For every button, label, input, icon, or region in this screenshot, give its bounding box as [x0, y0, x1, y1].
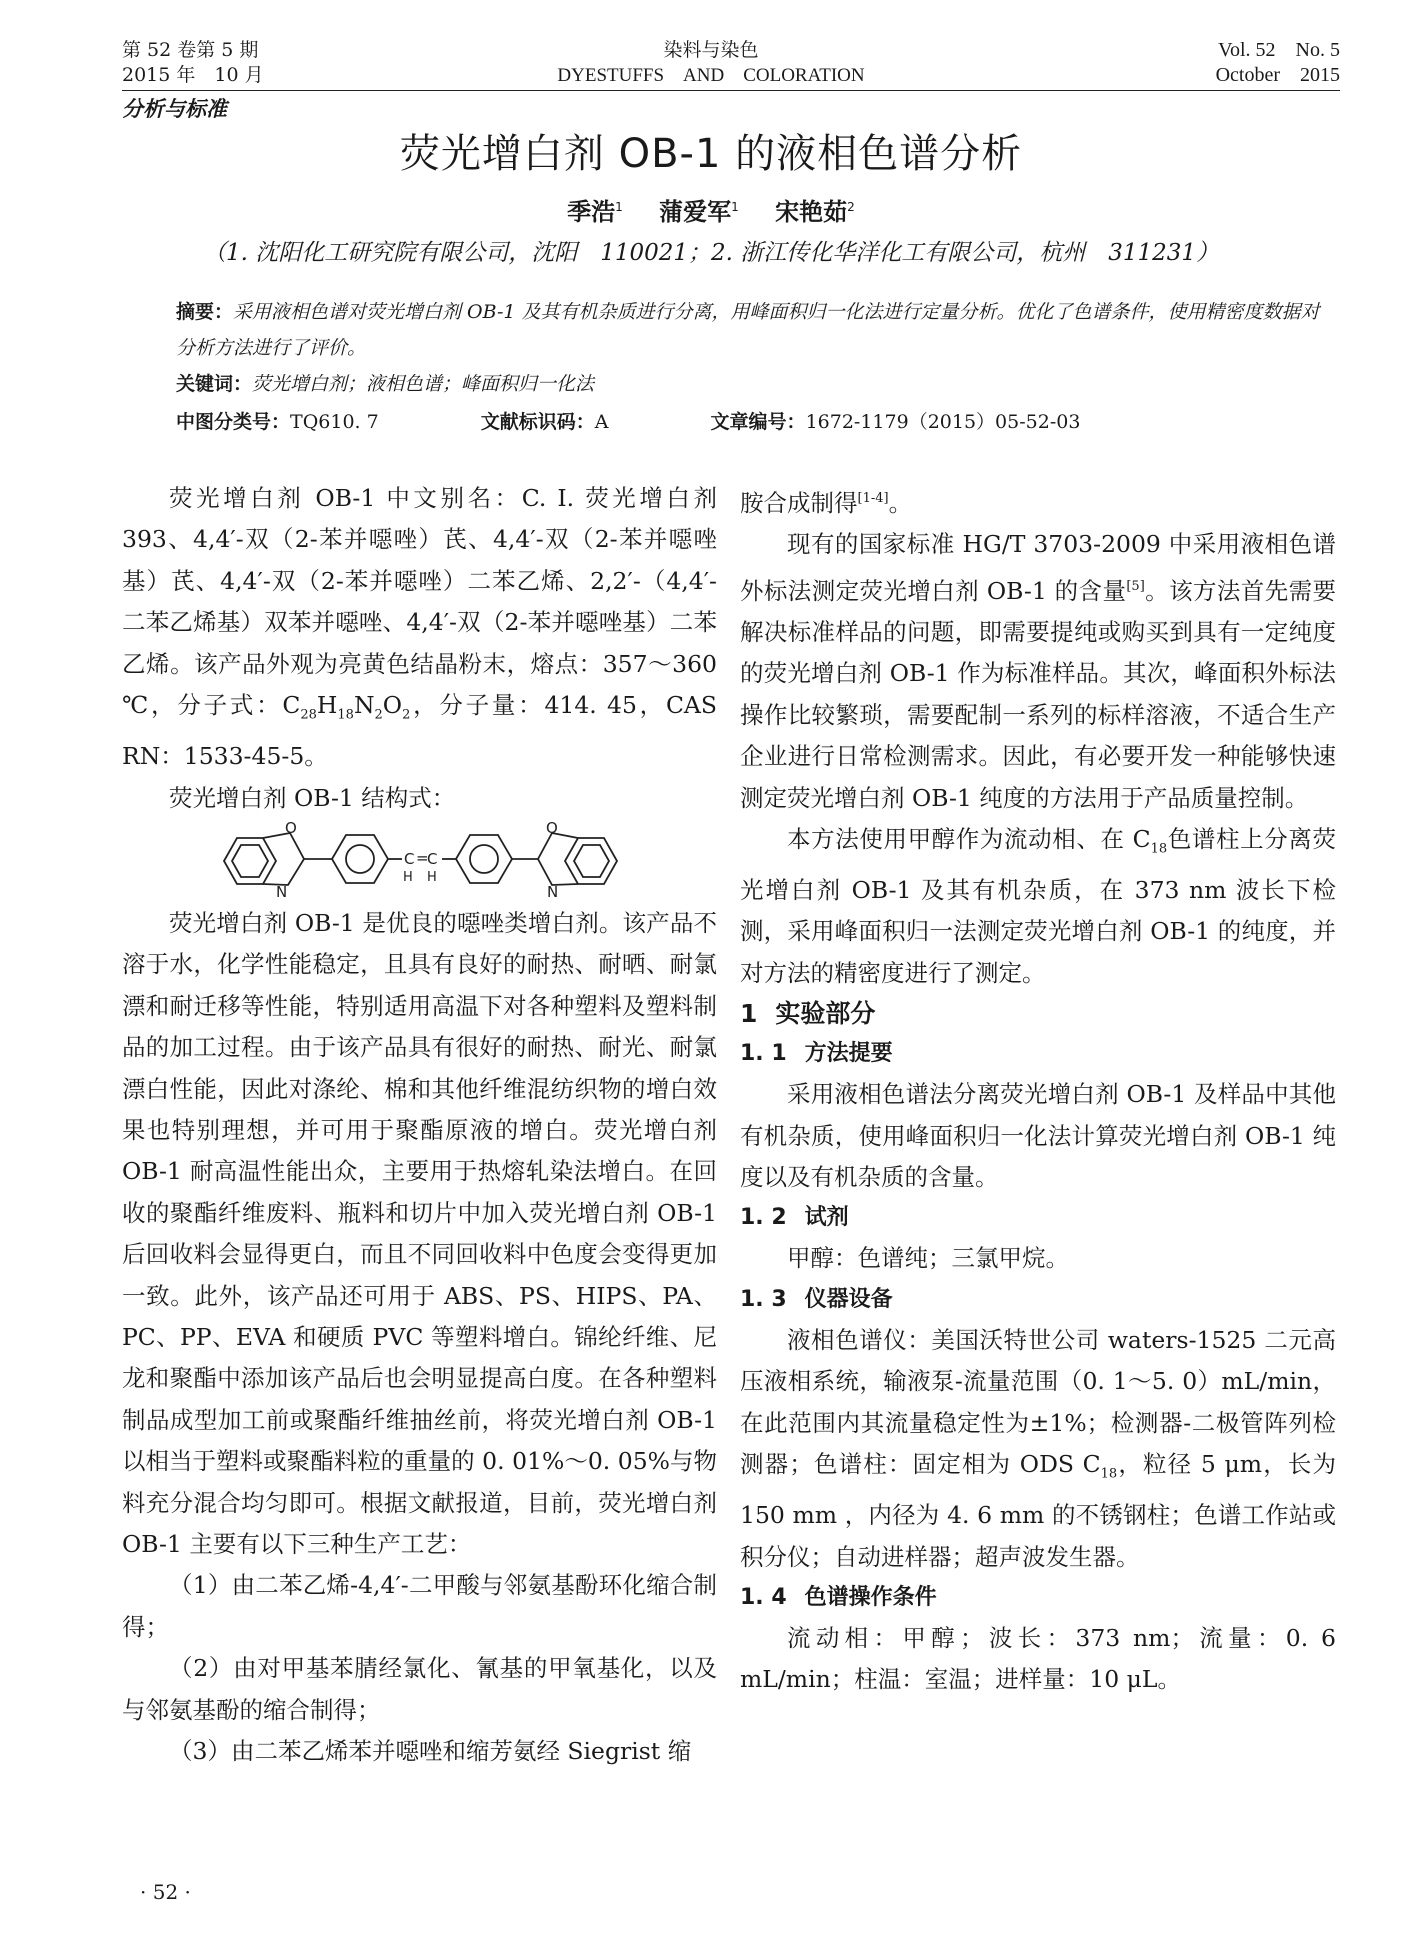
journal-date-en: October 2015: [1215, 64, 1340, 86]
text-run: 色谱柱上分离荧光增白剂 OB-1 及其有机杂质，在 373 nm 波长下检测，采用峰面积归一法测定荧光增白剂 OB-1 的纯度，并对方法的精密度进行了测定。: [740, 824, 1336, 987]
article-title: 荧光增白剂 OB-1 的液相色谱分析: [399, 131, 1023, 177]
paragraph-standard: [740, 524, 1336, 819]
right-column: [740, 478, 1336, 1701]
journal-volume-en: Vol. 52 No. 5: [1218, 39, 1340, 61]
text-run: 现有的国家标准 HG/T 3703-2009 中采用液相色谱外标法测定荧光增白剂 OB-1 的含量: [740, 530, 1336, 605]
journal-name: [0, 38, 1422, 88]
doc-code-label: 文献标识码：: [480, 411, 595, 433]
paragraph-method-2: （2）由对甲基苯腈经氯化、氰基的甲氧基化，以及与邻氨基酚的缩合制得；: [122, 1654, 717, 1724]
citation: [5]: [1126, 578, 1145, 594]
author-affil-mark: 2: [847, 200, 855, 214]
atom-label-c: C: [404, 849, 415, 868]
subsection-title: 试剂: [804, 1205, 849, 1231]
paragraph-method-1: （1）由二苯乙烯-4,4′-二甲酸与邻氨基酚环化缩合制得；: [122, 1571, 717, 1641]
affiliations: （1. 沈阳化工研究院有限公司，沈阳 110021；2. 浙江传化华洋化工有限公司，杭州 311231）: [202, 240, 1220, 266]
subsection-number: 1. 4: [740, 1584, 787, 1610]
subsection-number: 1. 3: [740, 1286, 787, 1312]
left-column: [122, 478, 717, 1772]
paragraph-aliases: [122, 478, 717, 778]
paragraph-summary: 采用液相色谱法分离荧光增白剂 OB-1 及样品中其他有机杂质，使用峰面积归一化法计算荧光增白剂 OB-1 纯度以及有机杂质的含量。: [740, 1080, 1336, 1192]
subsection-title: 色谱操作条件: [804, 1584, 937, 1610]
journal-name-en: DYESTUFFS AND COLORATION: [557, 65, 865, 86]
author-name: 季浩: [567, 198, 616, 226]
atom-label-h: H: [403, 869, 413, 885]
subscript: 18: [1150, 841, 1168, 857]
author-name: 蒲爱军: [659, 198, 732, 226]
author-affil-mark: 1: [615, 200, 623, 214]
section-title: 实验部分: [775, 999, 876, 1029]
author-list: [0, 192, 1422, 227]
section-heading: [740, 994, 1336, 1034]
text-run: N: [353, 691, 375, 720]
atom-label-c: C: [427, 849, 438, 868]
author: [567, 198, 623, 226]
abstract: [176, 294, 1336, 366]
text-run: O: [382, 691, 403, 720]
paragraph-reagents: 甲醇：色谱纯；三氯甲烷。: [787, 1244, 1069, 1273]
author-name: 宋艳茹: [775, 198, 848, 226]
clc-value: TQ610. 7: [290, 411, 379, 433]
atom-label-h: H: [427, 869, 437, 885]
double-bond-label: =: [416, 848, 429, 867]
subscript: 2: [374, 707, 383, 723]
clc-label: 中图分类号：: [176, 411, 291, 433]
page-number: · 52 ·: [140, 1880, 191, 1904]
section-tag: 分析与标准: [122, 97, 227, 121]
keywords-label: 关键词：: [176, 373, 253, 395]
subsection-title: 仪器设备: [804, 1286, 893, 1312]
header-rule: [122, 90, 1340, 91]
subscript: 28: [300, 707, 317, 723]
abstract-label: 摘要：: [176, 301, 234, 323]
subscript: 18: [337, 707, 354, 723]
journal-name-cn: 染料与染色: [663, 39, 759, 61]
article-no-label: 文章编号：: [710, 411, 806, 433]
text-run: 胺合成制得: [740, 488, 858, 517]
paragraph-continued: [740, 478, 1336, 524]
section-number: 1: [740, 999, 758, 1029]
text-run: 液相色谱仪：美国沃特世公司 waters-1525 二元高压液相系统，输液泵-流量范围（0. 1～5. 0）mL/min，在此范围内其流量稳定性为±1%；检测器-二极管阵列检测器；色谱柱：固定相为 ODS C: [740, 1325, 1336, 1479]
subsection-number: 1. 1: [740, 1041, 787, 1067]
paragraph-conditions: 流动相：甲醇；波长：373 nm；流量：0. 6 mL/min；柱温：室温；进样量：10 μL。: [740, 1623, 1336, 1694]
text-run: ，分子量：414. 45，CAS RN：1533-45-5。: [122, 691, 717, 771]
journal-date: 2015 年 10 月: [122, 64, 264, 86]
journal-issue-en: [1216, 38, 1340, 88]
atom-label-n: N: [547, 882, 559, 901]
paragraph-method-3: （3）由二苯乙烯苯并噁唑和缩芳氨经 Siegrist 缩: [169, 1737, 692, 1766]
atom-label-n: N: [276, 882, 288, 901]
author-affil-mark: 1: [731, 200, 739, 214]
subsection-heading: [740, 1198, 1336, 1238]
paragraph-properties: 荧光增白剂 OB-1 是优良的噁唑类增白剂。该产品不溶于水，化学性能稳定，且具有良好的耐热、耐晒、耐氯漂和耐迁移等性能，特别适用高温下对各种塑料及塑料制品的加工过程。由于该产品具有很好的耐热、耐光、耐氯漂白性能，因此对涤纶、棉和其他纤维混纺织物的增白效果也特别理想，并可用于聚酯原液的增白。荧光增白剂 OB-1 耐高温性能出众，主要用于热熔轧染法增白。在回收的聚酯纤维废料、瓶料和切片中加入荧光增白剂 OB-1 后回收料会显得更白，而且不同回收料中色度会变得更加一致。此外，该产品还可用于 ABS、PS、HIPS、PA、PC、PP、EVA 和硬质 PVC 等塑料增白。锦纶纤维、尼龙和聚酯中添加该产品后也会明显提高白度。在各种塑料制品成型加工前或聚酯纤维抽丝前，将荧光增白剂 OB-1 以相当于塑料或聚酯料粒的重量的 0. 01%～0. 05%与物料充分混合均匀即可。根据文献报道，目前，荧光增白剂 OB-1 主要有以下三种生产工艺：: [122, 908, 717, 1559]
atom-label-o: O: [285, 820, 297, 837]
text-run: 荧光增白剂 OB-1 中文别名：C. I. 荧光增白剂 393、4,4′-双（2-苯并噁唑）芪、4,4′-双（2-苯并噁唑基）芪、4,4′-双（2-苯并噁唑）二苯乙烯、2,2′-（4,4′-二苯乙烯基）双苯并噁唑、4,4′-双（2-苯并噁唑基）二苯乙烯。该产品外观为亮黄色结晶粉末，熔点：357～360 ℃，分子式：C: [122, 484, 717, 720]
text-run: 本方法使用甲醇作为流动相、在 C: [787, 824, 1151, 853]
paragraph-instruments: [740, 1320, 1336, 1578]
text-run: 。: [888, 488, 913, 517]
subsection-number: 1. 2: [740, 1205, 787, 1231]
subsection-heading: [740, 1578, 1336, 1618]
text-run: H: [316, 691, 338, 720]
classification-line: [176, 404, 1336, 440]
subscript: 18: [1100, 1466, 1118, 1482]
subsection-heading: [740, 1034, 1336, 1074]
journal-volume: 第 52 卷第 5 期: [122, 39, 259, 61]
paragraph-this-method: [740, 819, 1336, 994]
atom-label-o: O: [546, 820, 558, 837]
subsection-heading: [740, 1280, 1336, 1320]
subscript: 2: [402, 707, 411, 723]
keywords: [176, 366, 1336, 402]
subsection-title: 方法提要: [804, 1041, 893, 1067]
abstract-text: 采用液相色谱对荧光增白剂 OB-1 及其有机杂质进行分离，用峰面积归一化法进行定量分析。优化了色谱条件，使用精密度数据对分析方法进行了评价。: [176, 301, 1320, 359]
text-run: 。该方法首先需要解决标准样品的问题，即需要提纯或购买到具有一定纯度的荧光增白剂 OB-1 作为标准样品。其次，峰面积外标法操作比较繁琐，需要配制一系列的标样溶液，不适合生产企业进行日常检测需求。因此，有必要开发一种能够快速测定荧光增白剂 OB-1 纯度的方法用于产品质量控制。: [740, 576, 1337, 812]
author: [659, 198, 739, 226]
author: [775, 198, 855, 226]
paragraph-structure-caption: 荧光增白剂 OB-1 结构式：: [169, 783, 456, 812]
structure-drawing: [212, 821, 632, 901]
keywords-text: 荧光增白剂；液相色谱；峰面积归一化法: [252, 373, 595, 395]
chemical-structure: [122, 821, 717, 903]
doc-code-value: A: [594, 411, 609, 433]
citation: [1-4]: [857, 491, 889, 506]
article-no-value: 1672-1179（2015）05-52-03: [805, 411, 1081, 433]
text-run: ，粒径 5 μm，长为 150 mm ，内径为 4. 6 mm 的不锈钢柱；色谱工作站或积分仪；自动进样器；超声波发生器。: [740, 1450, 1336, 1571]
